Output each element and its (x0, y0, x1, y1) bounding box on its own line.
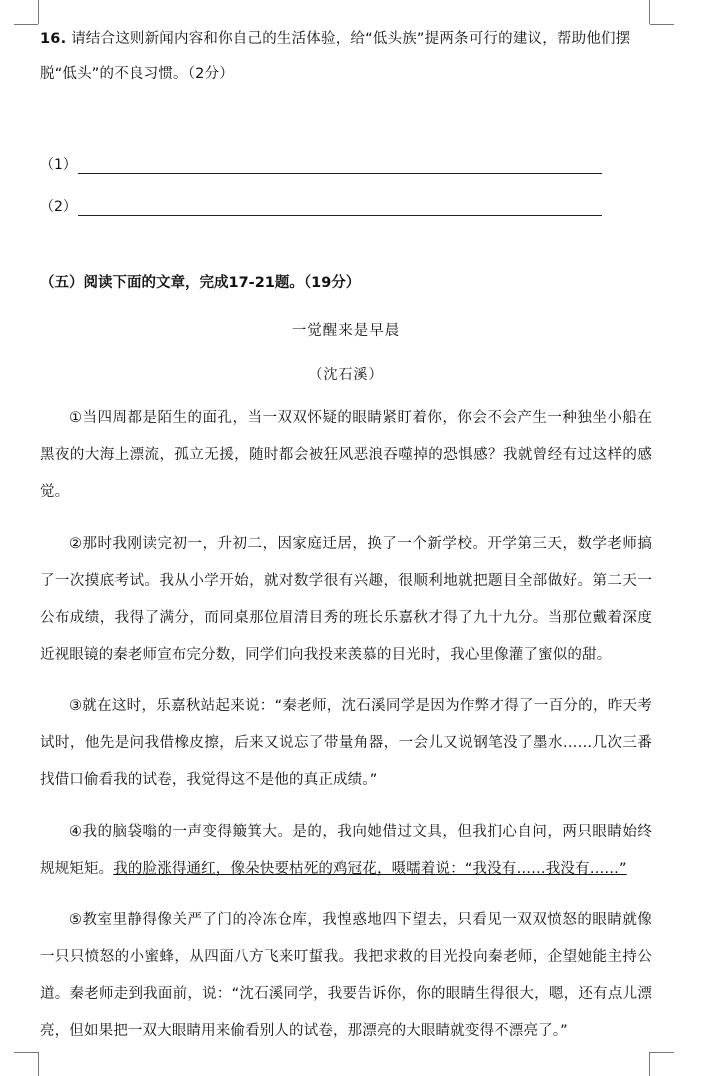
article-author: （沈石溪） (308, 367, 384, 383)
paragraph-4 (40, 814, 652, 888)
paragraph-1: ①当四周都是陌生的面孔，当一双双怀疑的眼睛紧盯着你，你会不会产生一种独坐小船在黑夜的大海上漂流，孤立无援，随时都会被狂风恶浪吞噬掉的恐惧感？我就曾经有过这样的感觉。 (40, 410, 652, 500)
crop-mark-bottom-right (650, 1052, 674, 1053)
question-text: 请结合这则新闻内容和你自己的生活体验，给“低头族”提两条可行的建议，帮助他们摆脱“低头”的不良习惯。（2分） (40, 31, 631, 82)
crop-mark-top-left (38, 0, 39, 24)
answer-blank[interactable] (78, 155, 602, 174)
paragraph-4-text: ④我的脑袋嗡的一声变得簸箕大。是的，我向她借过文具，但我扪心自问，两只眼睛始终规规矩矩。 (40, 823, 652, 877)
underlined-sentence: 我的脸涨得通红，像朵快要枯死的鸡冠花，嗫嚅着说：“我没有……我没有……” (113, 860, 627, 877)
answer-line-1[interactable] (40, 132, 652, 174)
answer-label: （1） (40, 157, 77, 173)
answer-lines (40, 132, 652, 216)
crop-mark-top-right (650, 24, 674, 25)
paragraph-5: ⑤教室里静得像关严了门的冷冻仓库，我惶惑地四下望去，只看见一双双愤怒的眼睛就像一只只愤怒的小蜜蜂，从四面八方飞来叮蜇我。我把求救的目光投向秦老师，企望她能主持公道。秦老师走到我面前，说：“沈石溪同学，我要告诉你，你的眼睛生得很大，嗯，还有点儿漂亮，但如果把一双大眼睛用来偷看别人的试卷，那漂亮的大眼睛就变得不漂亮了。” (40, 912, 652, 1039)
paragraph-2: ②那时我刚读完初一，升初二，因家庭迁居，换了一个新学校。开学第三天，数学老师搞了一次摸底考试。我从小学开始，就对数学很有兴趣，很顺利地就把题目全部做好。第二天一公布成绩，我得了满分，而同桌那位眉清目秀的班长乐嘉秋才得了九十九分。当那位戴着深度近视眼镜的秦老师宣布完分数，同学们向我投来羡慕的目光时，我心里像灌了蜜似的甜。 (40, 535, 652, 663)
answer-line-2[interactable] (40, 174, 652, 216)
question-16 (40, 22, 652, 92)
document-page (40, 22, 652, 1065)
crop-mark-bottom-left (38, 1052, 39, 1076)
answer-label: （2） (40, 199, 77, 215)
crop-mark-bottom-left (14, 1052, 38, 1053)
article-title: 一觉醒来是早晨 (291, 323, 401, 339)
question-number: 16. (40, 31, 67, 47)
crop-mark-top-right (649, 0, 650, 24)
paragraph-3: ③就在这时，乐嘉秋站起来说：“秦老师，沈石溪同学是因为作弊才得了一百分的，昨天考试时，他先是问我借橡皮擦，后来又说忘了带量角器，一会儿又说钢笔没了墨水……几次三番找借口偷看我的试卷，我觉得这不是他的真正成绩。” (40, 698, 652, 788)
answer-blank[interactable] (78, 197, 602, 216)
section-heading: （五）阅读下面的文章，完成17-21题。（19分） (40, 275, 361, 291)
crop-mark-top-left (14, 24, 38, 25)
